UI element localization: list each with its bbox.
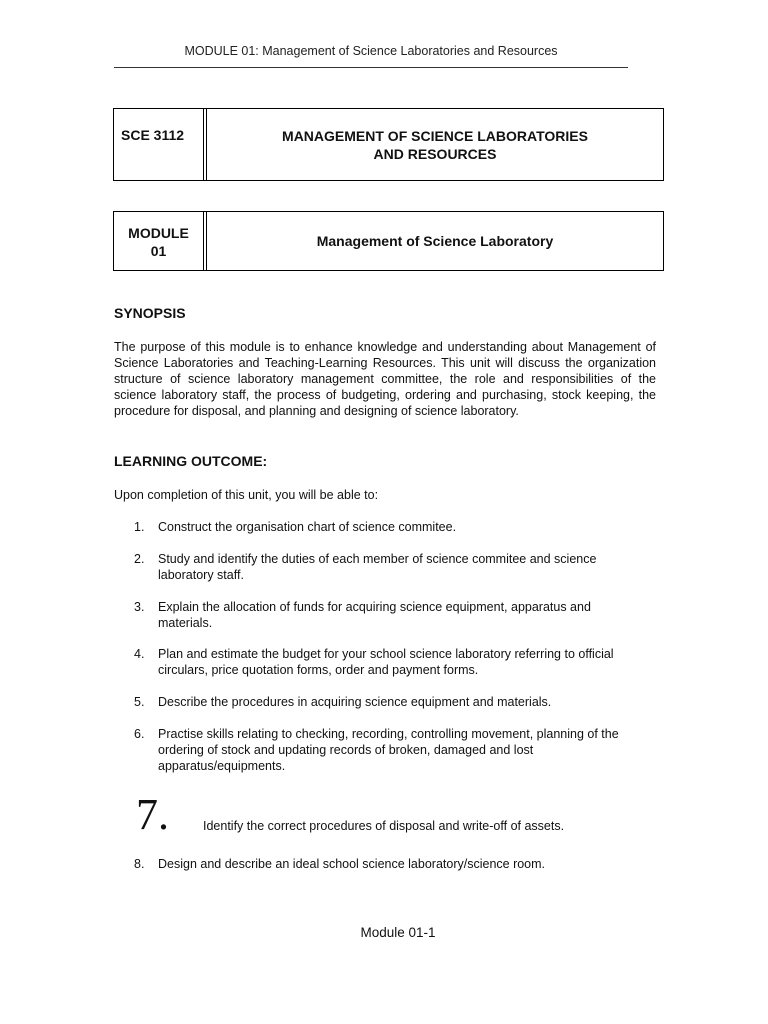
outcome-text: Explain the allocation of funds for acquiring science equipment, apparatus and materials. (158, 600, 591, 630)
outcome-number: 5. (134, 695, 145, 709)
outcome-number: 8. (134, 857, 145, 871)
course-code: SCE 3112 (114, 109, 204, 180)
module-title-box (113, 211, 664, 271)
module-label-line-1: MODULE (128, 225, 189, 241)
outcome-text: Identify the correct procedures of disposal and write-off of assets. (203, 819, 565, 833)
course-title-box (113, 108, 664, 181)
outcome-number-large: 7. (136, 790, 169, 839)
course-title-line-2: AND RESOURCES (373, 146, 497, 162)
outcome-number: 4. (134, 647, 145, 661)
outcome-text: Practise skills relating to checking, recording, controlling movement, planning of the ordering of stock and updating records of broken, damaged and lost apparatus/equipments. (158, 727, 619, 773)
course-title-line-1: MANAGEMENT OF SCIENCE LABORATORIES (282, 128, 588, 144)
page-footer: Module 01-1 (360, 925, 436, 940)
synopsis-paragraph: The purpose of this module is to enhance knowledge and understanding about Management of Science Laboratories and Teaching-Learning Resources. This unit will discuss the organization structure of science laboratory management committee, the role and responsibilities of the science laboratory staff, the process of budgeting, ordering and purchasing, stock keeping, the procedure for disposal, and planning and designing of science laboratory. (114, 340, 656, 418)
header-divider (114, 67, 628, 68)
outcome-number: 1. (134, 520, 145, 534)
running-header: MODULE 01: Management of Science Laboratories and Resources (184, 44, 558, 58)
learning-outcome-intro: Upon completion of this unit, you will be able to: (114, 488, 379, 502)
course-title (207, 109, 663, 180)
module-label (114, 212, 204, 270)
outcome-number: 6. (134, 727, 145, 741)
outcome-number: 3. (134, 600, 145, 614)
outcome-number: 2. (134, 552, 145, 566)
module-label-line-2: 01 (150, 243, 167, 259)
outcome-text: Study and identify the duties of each member of science commitee and science laboratory staff. (158, 552, 597, 582)
learning-outcome-heading: LEARNING OUTCOME: (114, 453, 268, 469)
outcome-text: Describe the procedures in acquiring science equipment and materials. (158, 695, 552, 709)
module-title: Management of Science Laboratory (316, 233, 554, 249)
outcome-text: Construct the organisation chart of science commitee. (158, 520, 457, 534)
outcome-text: Design and describe an ideal school science laboratory/science room. (158, 857, 546, 871)
outcome-text: Plan and estimate the budget for your school science laboratory referring to official circulars, price quotation forms, order and payment forms. (158, 647, 614, 677)
synopsis-heading: SYNOPSIS (114, 305, 186, 321)
